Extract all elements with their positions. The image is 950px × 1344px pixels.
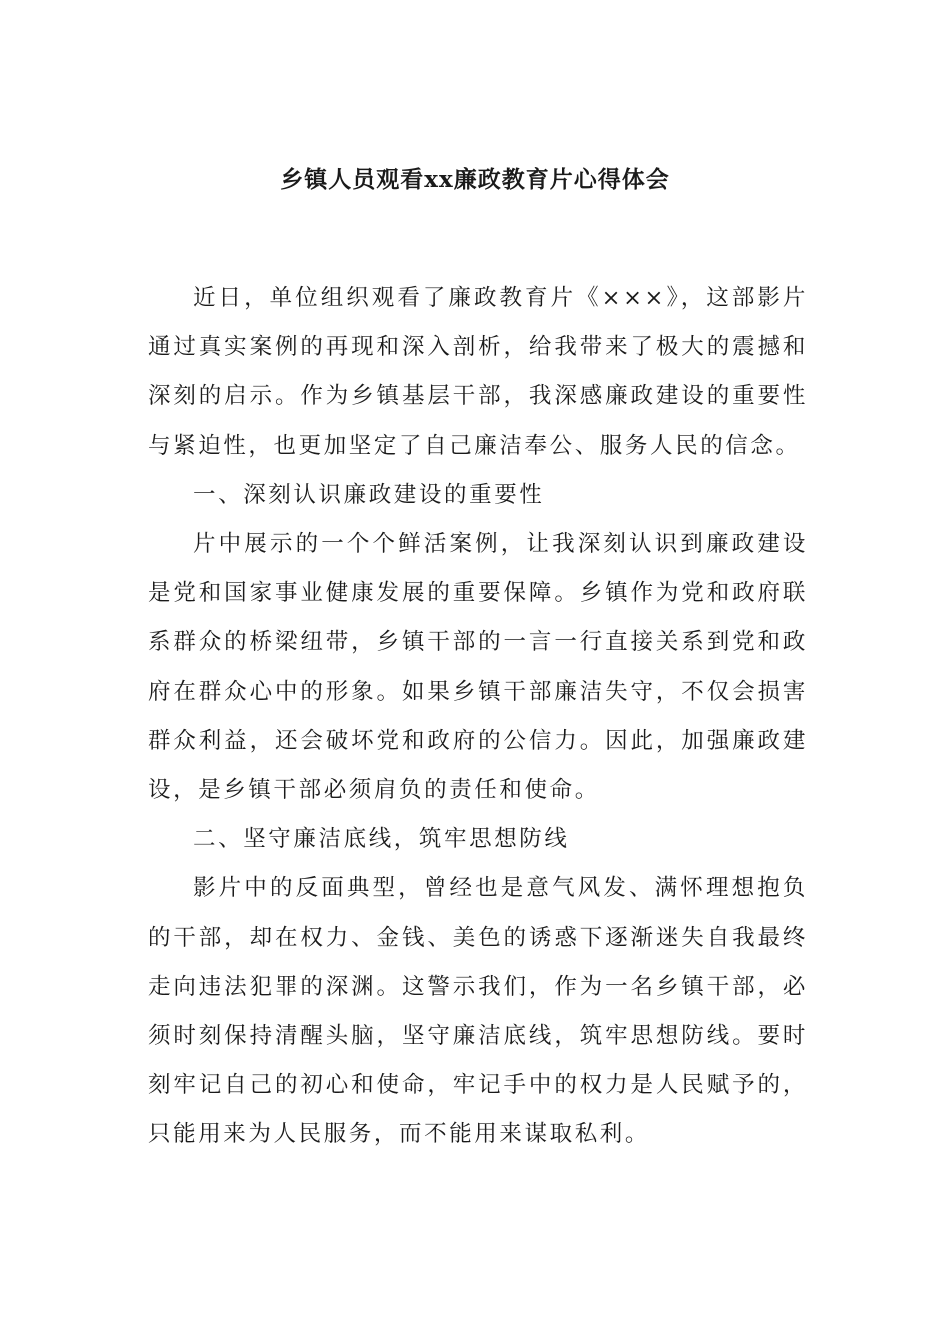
section-heading-1: 一、深刻认识廉政建设的重要性 [193,481,545,508]
document-body [148,274,808,1160]
paragraph-section-1: 片中展示的一个个鲜活案例，让我深刻认识到廉政建设是党和国家事业健康发展的重要保障。乡镇作为党和政府联系群众的桥梁纽带，乡镇干部的一言一行直接关系到党和政府在群众心中的形象。如果乡镇干部廉洁失守，不仅会损害群众利益，还会破坏党和政府的公信力。因此，加强廉政建设，是乡镇干部必须肩负的责任和使命。 [148,531,808,804]
paragraph-intro: 近日，单位组织观看了廉政教育片《×××》，这部影片通过真实案例的再现和深入剖析，给我带来了极大的震撼和深刻的启示。作为乡镇基层干部，我深感廉政建设的重要性与紧迫性，也更加坚定了自己廉洁奉公、服务人民的信念。 [148,285,808,459]
section-heading-2: 二、坚守廉洁底线，筑牢思想防线 [193,826,570,853]
paragraph-section-2: 影片中的反面典型，曾经也是意气风发、满怀理想抱负的干部，却在权力、金钱、美色的诱惑下逐渐迷失自我最终走向违法犯罪的深渊。这警示我们，作为一名乡镇干部，必须时刻保持清醒头脑，坚守廉洁底线，筑牢思想防线。要时刻牢记自己的初心和使命，牢记手中的权力是人民赋予的，只能用来为人民服务，而不能用来谋取私利。 [148,875,808,1148]
document-title: 乡镇人员观看xx廉政教育片心得体会 [280,166,670,193]
